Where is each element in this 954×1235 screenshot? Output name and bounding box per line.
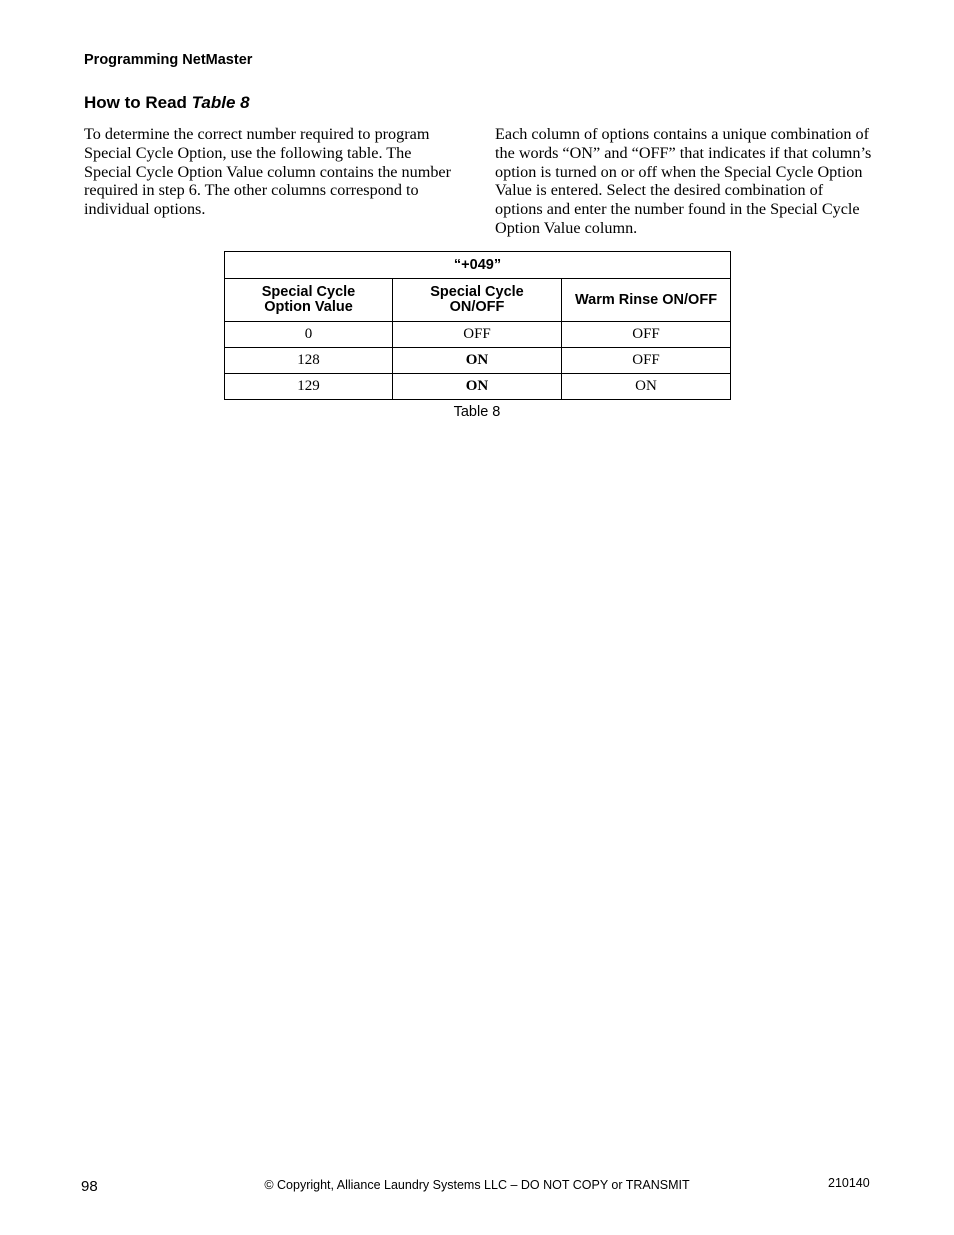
right-paragraph: Each column of options contains a unique combination of the words “ON” and “OFF” that indicates if that column’s option is turned on or off when the Special Cycle Option Value is entered. Select the desired combination of options and enter the number found in the Special Cycle Option Value column. <box>495 125 872 237</box>
table-cell-value: 128 <box>225 348 393 374</box>
table-row <box>225 322 731 348</box>
table-cell-special-cycle: OFF <box>393 322 562 348</box>
column-header-warm-rinse: Warm Rinse ON/OFF <box>562 279 731 322</box>
table-cell-value: 0 <box>225 322 393 348</box>
document-number: 210140 <box>828 1176 870 1190</box>
section-title-prefix: How to Read <box>84 93 192 112</box>
table-cell-value: 129 <box>225 374 393 400</box>
running-head: Programming NetMaster <box>84 52 253 68</box>
table-caption-row <box>225 252 731 279</box>
section-title-table-ref: Table 8 <box>191 93 250 112</box>
table-header-row <box>225 279 731 322</box>
copyright-notice: © Copyright, Alliance Laundry Systems LLC – DO NOT COPY or TRANSMIT <box>264 1178 690 1192</box>
table-row <box>225 348 731 374</box>
table-cell-special-cycle: ON <box>393 348 562 374</box>
table-cell-warm-rinse: OFF <box>562 322 731 348</box>
table-code: “+049” <box>225 252 731 279</box>
column-header-option-value: Special Cycle Option Value <box>225 279 393 322</box>
section-title <box>84 93 250 113</box>
left-paragraph: To determine the correct number required to program Special Cycle Option, use the following table. The Special Cycle Option Value column contains the number required in step 6. The other columns correspond to individual options. <box>84 125 451 219</box>
table-cell-special-cycle: ON <box>393 374 562 400</box>
table-cell-warm-rinse: OFF <box>562 348 731 374</box>
column-header-special-cycle: Special Cycle ON/OFF <box>393 279 562 322</box>
table-cell-warm-rinse: ON <box>562 374 731 400</box>
table-row <box>225 374 731 400</box>
table-label: Table 8 <box>453 404 501 420</box>
page-number: 98 <box>81 1178 98 1195</box>
special-cycle-option-table <box>224 251 731 400</box>
